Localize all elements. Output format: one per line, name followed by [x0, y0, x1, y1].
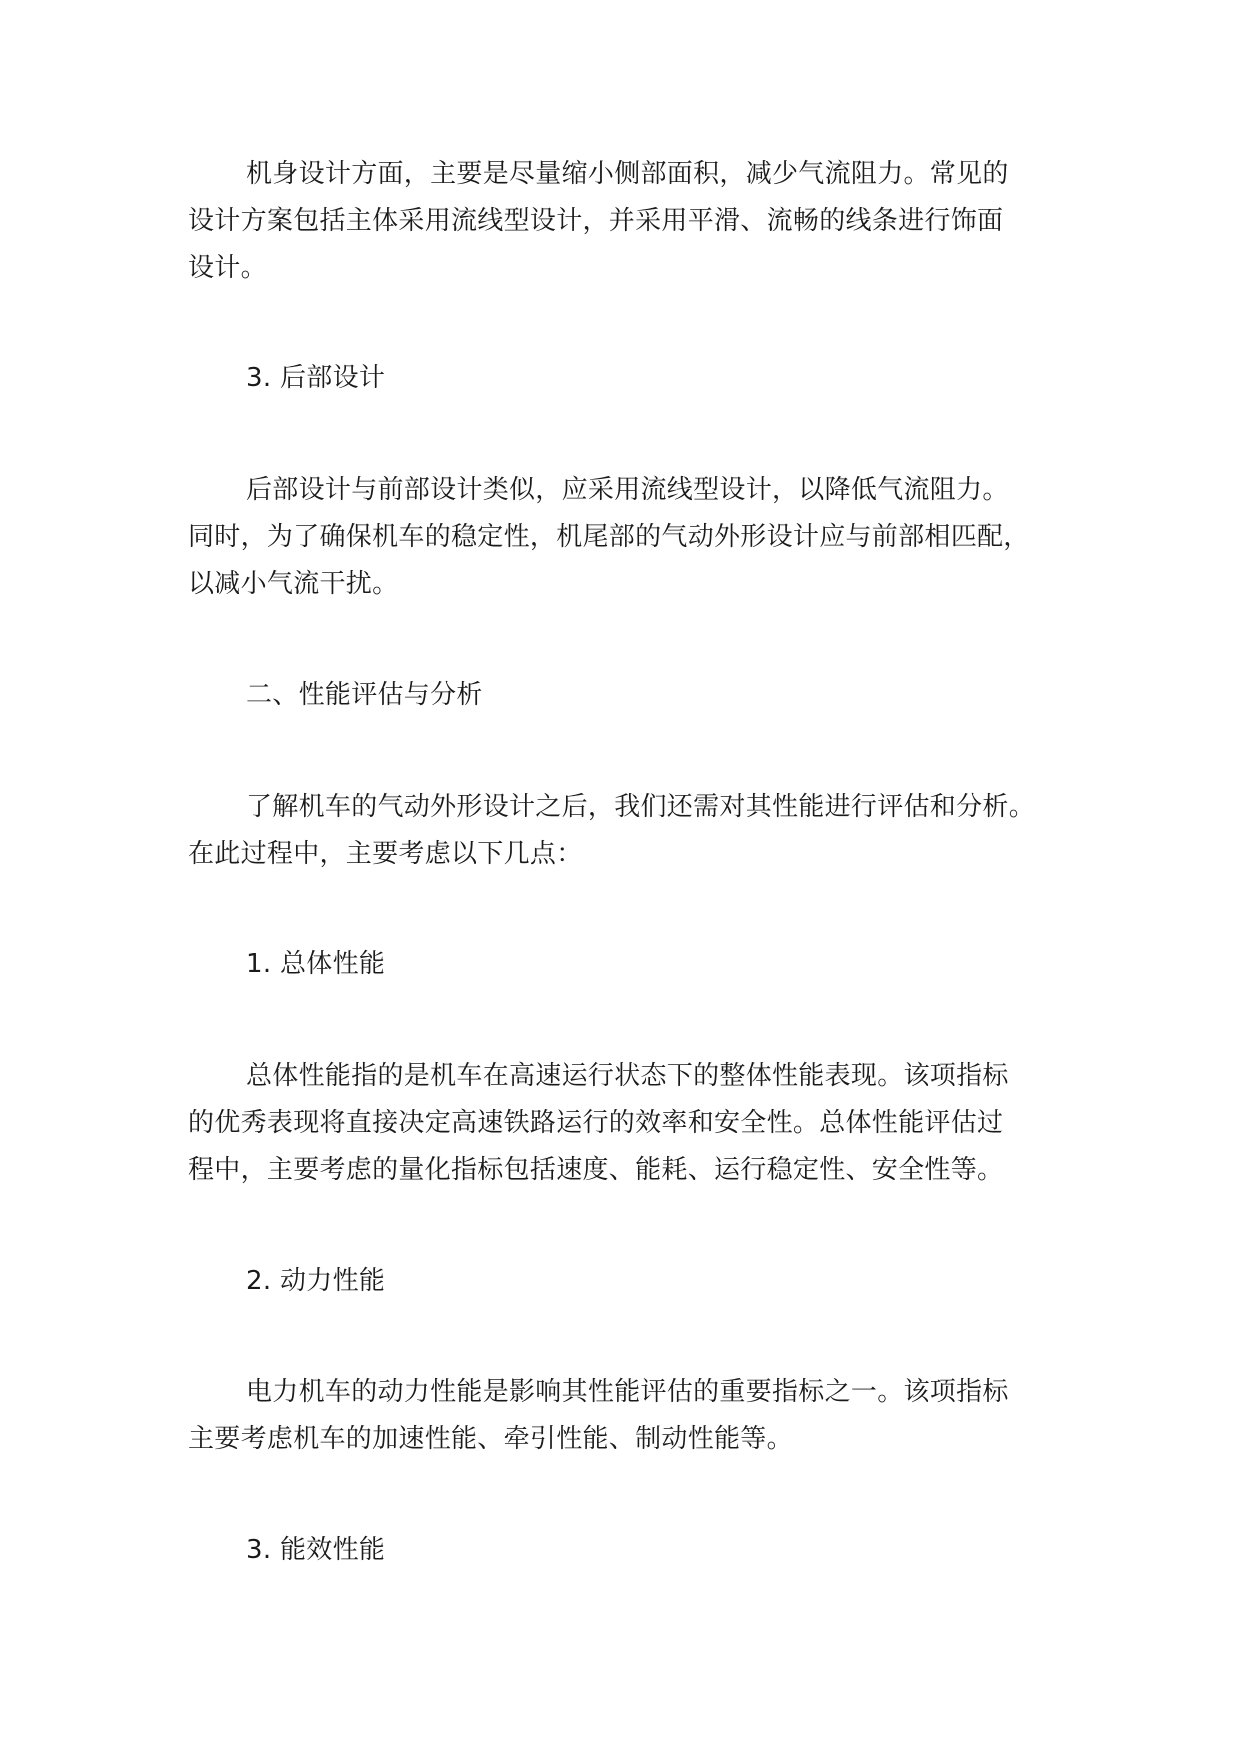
paragraph-overall-performance-line-2: 的优秀表现将直接决定高速铁路运行的效率和安全性。总体性能评估过	[188, 1108, 1004, 1138]
paragraph-evaluation-intro-line-2: 在此过程中，主要考虑以下几点：	[188, 839, 583, 869]
heading-overall-performance: 1. 总体性能	[246, 949, 386, 979]
paragraph-body-design-line-1: 机身设计方面，主要是尽量缩小侧部面积，减少气流阻力。常见的	[246, 159, 1009, 189]
paragraph-body-design-line-2: 设计方案包括主体采用流线型设计，并采用平滑、流畅的线条进行饰面	[188, 206, 1004, 236]
paragraph-body-design-line-3: 设计。	[188, 253, 267, 283]
paragraph-evaluation-intro-line-1: 了解机车的气动外形设计之后，我们还需对其性能进行评估和分析。	[246, 792, 1036, 822]
heading-performance-evaluation: 二、性能评估与分析	[246, 680, 483, 710]
paragraph-rear-design-line-3: 以减小气流干扰。	[188, 569, 399, 599]
paragraph-power-performance-line-2: 主要考虑机车的加速性能、牵引性能、制动性能等。	[188, 1424, 793, 1454]
paragraph-rear-design-line-1: 后部设计与前部设计类似，应采用流线型设计，以降低气流阻力。	[246, 475, 1009, 505]
paragraph-rear-design-line-2: 同时，为了确保机车的稳定性，机尾部的气动外形设计应与前部相匹配，	[188, 522, 1030, 552]
heading-power-performance: 2. 动力性能	[246, 1266, 386, 1296]
heading-efficiency-performance: 3. 能效性能	[246, 1535, 386, 1565]
paragraph-overall-performance-line-1: 总体性能指的是机车在高速运行状态下的整体性能表现。该项指标	[246, 1061, 1009, 1091]
paragraph-power-performance-line-1: 电力机车的动力性能是影响其性能评估的重要指标之一。该项指标	[246, 1377, 1009, 1407]
heading-rear-design: 3. 后部设计	[246, 363, 386, 393]
paragraph-overall-performance-line-3: 程中，主要考虑的量化指标包括速度、能耗、运行稳定性、安全性等。	[188, 1155, 1004, 1185]
